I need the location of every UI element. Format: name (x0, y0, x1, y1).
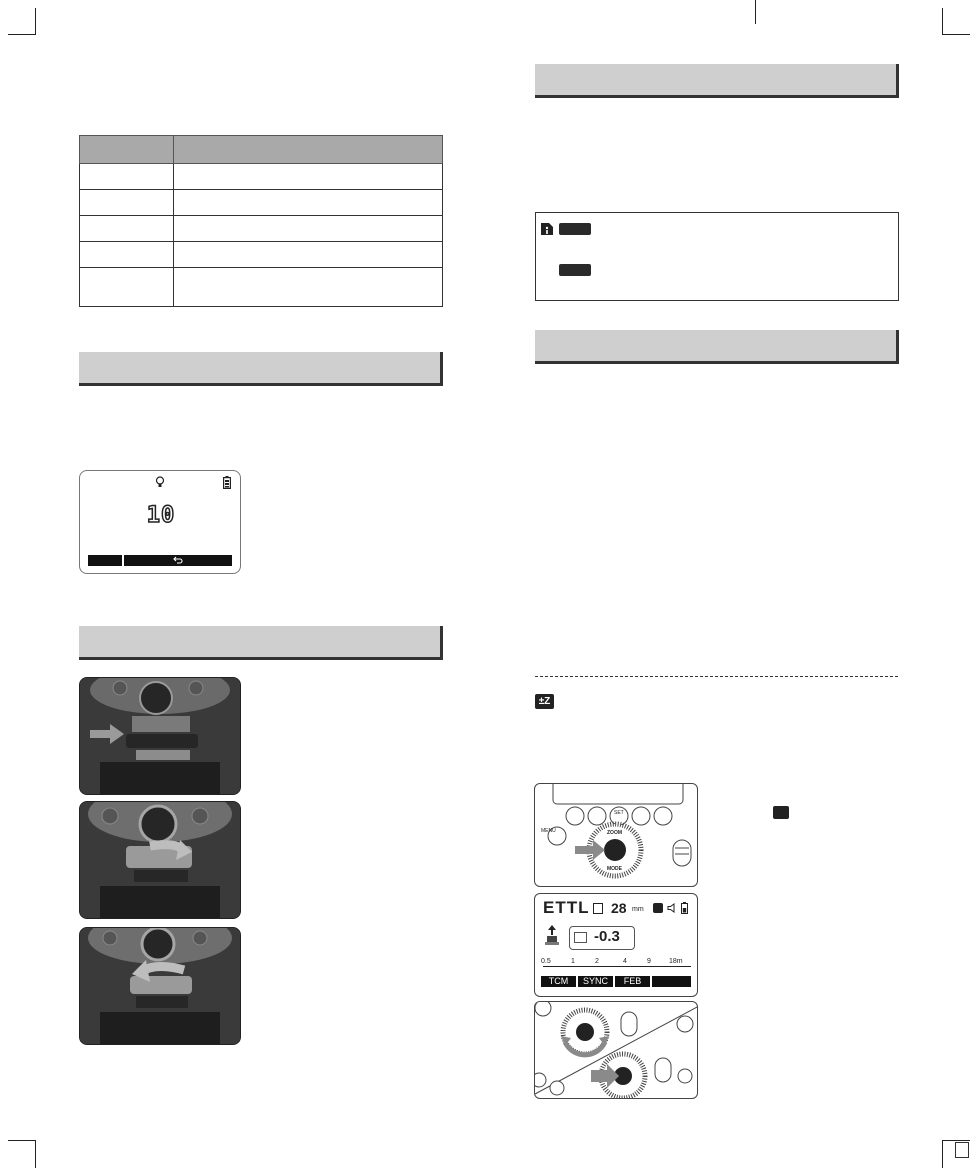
distance-scale-tick: 18m (669, 958, 683, 965)
crop-mark-bottom-right-h (942, 1140, 970, 1141)
table-row (80, 164, 443, 190)
table-cell (174, 268, 443, 307)
lcd-mode: ETTL (543, 898, 590, 917)
bulb-icon (155, 476, 165, 488)
table-row (80, 190, 443, 216)
fec-icon-inline (773, 806, 789, 819)
fec-small-icon (574, 932, 587, 943)
crop-mark-top-right-v (942, 8, 943, 35)
crop-mark-bottom-left-v (35, 1140, 36, 1168)
crop-mark-top-left-h (8, 34, 36, 35)
table-header-cell (174, 136, 443, 164)
section-heading (535, 330, 899, 364)
flash-foot-lock-illustration (80, 802, 241, 919)
distance-scale-tick: 0.5 (541, 958, 551, 965)
speaker-icon (667, 903, 677, 913)
dial-label-mode: MODE (607, 866, 622, 872)
section-heading (79, 626, 443, 660)
distance-scale (543, 966, 691, 967)
wireless-icon (653, 903, 663, 913)
distance-scale-tick: 1 (571, 958, 575, 965)
table-cell (80, 242, 174, 268)
table-cell (80, 216, 174, 242)
distance-scale-tick: 2 (595, 958, 599, 965)
spec-table (79, 135, 443, 307)
lcd-fec-value: -0.3 (594, 928, 620, 945)
table-header-row (80, 136, 443, 164)
flash-foot-release-illustration (80, 928, 241, 1045)
flash-foot-illustration (80, 678, 241, 795)
button-tag (559, 264, 591, 276)
table-cell (80, 268, 174, 307)
lcd-softkey-back (124, 555, 232, 566)
lcd-softkey: SYNC (578, 976, 613, 987)
distance-scale-tick: 9 (647, 958, 651, 965)
dial-operation-illustration (534, 1001, 698, 1099)
table-row (80, 268, 443, 307)
section-divider (535, 676, 898, 677)
lcd-softkey (652, 976, 691, 987)
button-tag (559, 223, 591, 235)
table-cell (80, 164, 174, 190)
crop-mark-bottom-left-h (8, 1140, 36, 1141)
manual-indicator-icon (593, 903, 603, 914)
flash-foot-photo-3 (79, 927, 241, 1045)
return-arrow-icon (173, 556, 183, 565)
table-cell (80, 190, 174, 216)
table-cell (174, 216, 443, 242)
table-row (80, 242, 443, 268)
lcd-screen-main (534, 893, 698, 997)
page-number-box (955, 1142, 969, 1158)
battery-icon (223, 476, 231, 489)
lcd-screen-small (79, 470, 241, 574)
flash-head-tilt-icon (543, 924, 561, 946)
lcd-zoom-unit: mm (632, 906, 644, 913)
dial-rotate-press-drawing (535, 1002, 698, 1099)
table-cell (174, 242, 443, 268)
info-note-icon (540, 222, 554, 236)
dial-label-menu: MENU (541, 828, 556, 834)
dial-label-zoom: ZOOM (607, 830, 622, 836)
control-panel-illustration (534, 783, 698, 887)
flash-foot-photo-1 (79, 677, 241, 795)
crop-mark-top-right-h (942, 34, 970, 35)
crop-mark-bottom-right-v (942, 1140, 943, 1168)
crop-mark-top-left-v (35, 8, 36, 35)
lcd-softkey: FEB (615, 976, 650, 987)
fec-box (569, 926, 635, 950)
note-box (535, 212, 899, 301)
distance-scale-tick: 4 (623, 958, 627, 965)
table-cell (174, 164, 443, 190)
table-cell (174, 190, 443, 216)
lcd-value: 10 (146, 503, 176, 528)
table-header-cell (80, 136, 174, 164)
table-row (80, 216, 443, 242)
battery-icon (681, 902, 688, 914)
lcd-softkey (88, 555, 122, 566)
lcd-softkey: TCM (541, 976, 576, 987)
fec-icon: ±Z (535, 694, 554, 709)
crop-mark-top-center-v (755, 0, 756, 24)
lcd-zoom-value: 28 (611, 900, 627, 916)
dial-label-set: SET (614, 810, 624, 816)
section-heading (79, 352, 443, 386)
flash-foot-photo-2 (79, 801, 241, 919)
section-heading (535, 64, 899, 98)
